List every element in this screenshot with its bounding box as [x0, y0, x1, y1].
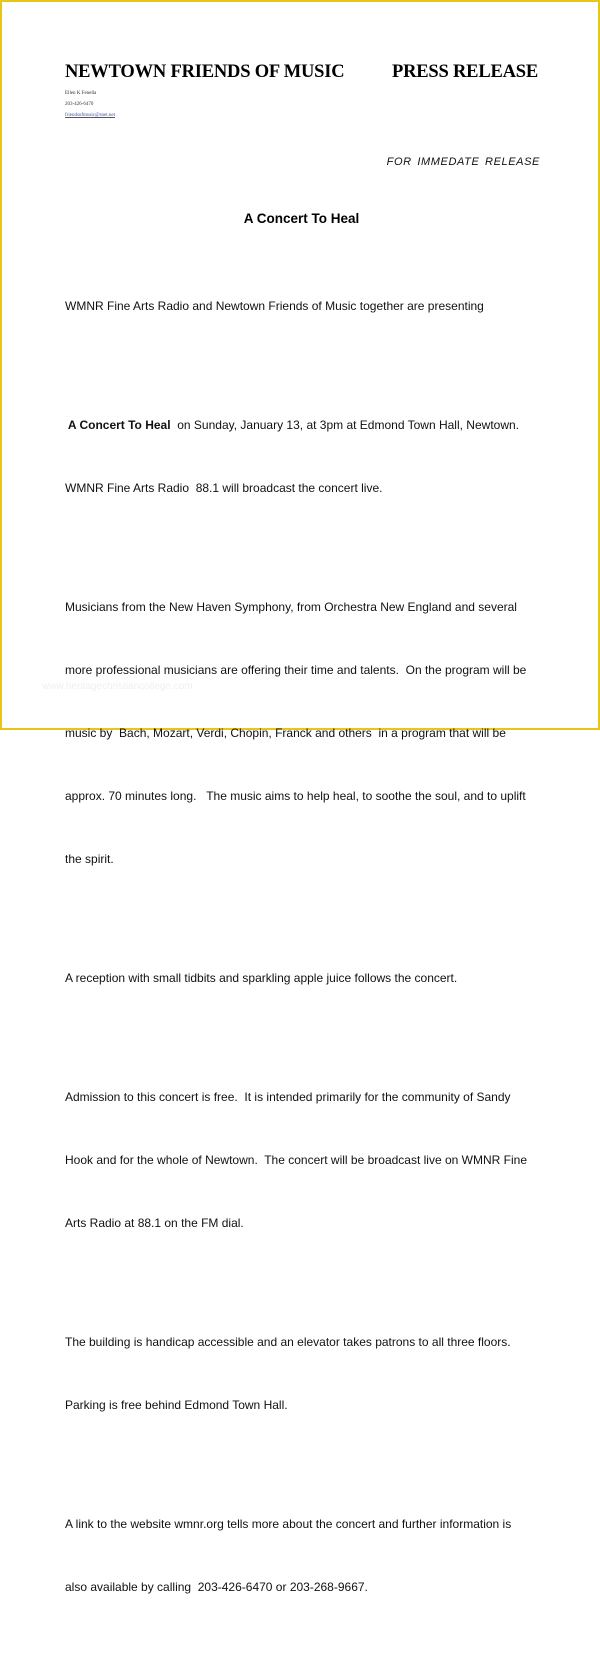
paragraph-reception — [65, 926, 540, 1031]
organization-name: NEWTOWN FRIENDS OF MUSIC — [65, 62, 345, 82]
contact-phone: 203-426-6470 — [65, 102, 94, 107]
paragraph-admission — [65, 1045, 540, 1276]
press-release-heading: PRESS RELEASE — [392, 62, 538, 82]
text-line: also available by calling 203-426-6470 or 203-268-9667. — [65, 1580, 368, 1594]
contact-email-link[interactable]: friendsofmusic@snet.net — [65, 113, 116, 118]
concert-name: A Concert To Heal — [65, 418, 171, 432]
contact-block — [65, 88, 115, 121]
release-note: FOR IMMEDATE RELEASE — [386, 156, 540, 168]
text-line: music by Bach, Mozart, Verdi, Chopin, Franck and others in a program that will be — [65, 726, 506, 740]
text-line: A link to the website wmnr.org tells more about the concert and further information is — [65, 1517, 512, 1531]
text-line: The building is handicap accessible and an elevator takes patrons to all three floors. — [65, 1335, 511, 1349]
text-line: Hook and for the whole of Newtown. The concert will be broadcast live on WMNR Fine — [65, 1153, 527, 1167]
text-line: more professional musicians are offering their time and talents. On the program will be — [65, 663, 527, 677]
document-body — [65, 254, 540, 1654]
contact-name: Ellen K Fenella — [65, 91, 97, 96]
text-line: Musicians from the New Haven Symphony, from Orchestra New England and several — [65, 600, 517, 614]
text-line: A reception with small tidbits and sparkling apple juice follows the concert. — [65, 971, 458, 985]
letterhead — [65, 62, 538, 86]
paragraph-event — [65, 373, 540, 541]
text-line: WMNR Fine Arts Radio 88.1 will broadcast the concert live. — [65, 481, 383, 495]
text-line: WMNR Fine Arts Radio and Newtown Friends of Music together are presenting — [65, 299, 484, 313]
paragraph-accessibility — [65, 1290, 540, 1458]
watermark: www.heritagechristiancollege.com — [42, 681, 193, 692]
paragraph-musicians — [65, 555, 540, 912]
text-line: Arts Radio at 88.1 on the FM dial. — [65, 1216, 244, 1230]
paragraph-intro — [65, 254, 540, 359]
document-title: A Concert To Heal — [243, 211, 360, 226]
text-line: the spirit. — [65, 852, 114, 866]
paragraph-contact-info — [65, 1472, 540, 1640]
text-line: Parking is free behind Edmond Town Hall. — [65, 1398, 288, 1412]
text-line: Admission to this concert is free. It is intended primarily for the community of Sandy — [65, 1090, 511, 1104]
event-details: on Sunday, January 13, at 3pm at Edmond Town Hall, Newtown. — [170, 418, 519, 432]
text-line: approx. 70 minutes long. The music aims to help heal, to soothe the soul, and to uplift — [65, 789, 526, 803]
text-line — [65, 415, 540, 436]
